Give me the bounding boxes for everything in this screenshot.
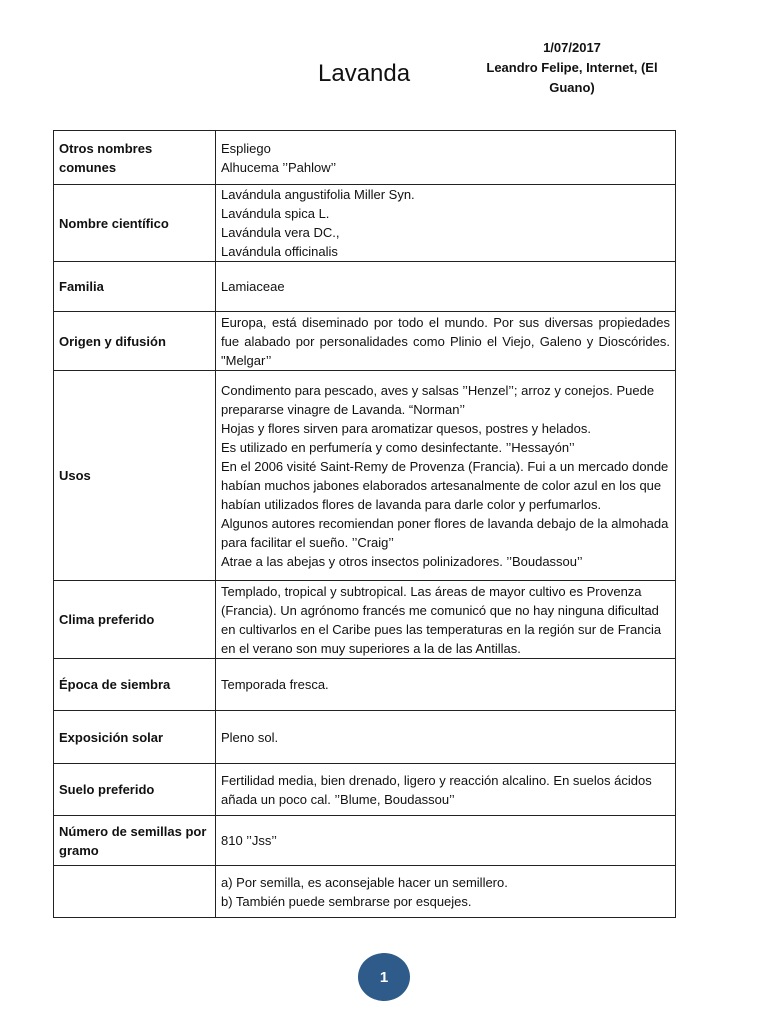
value-line: Europa, está diseminado por todo el mundo. Por sus diversas propiedades fue alabado por personalidades como Plinio el Viejo, Galeno y Dioscórides. "Melgar’’ bbox=[221, 314, 670, 368]
row-value bbox=[216, 816, 676, 866]
document-author: Leandro Felipe, Internet, (El Guano) bbox=[486, 60, 658, 95]
row-label: Nombre científico bbox=[54, 185, 216, 262]
row-label: Usos bbox=[54, 371, 216, 581]
row-label: Otros nombres comunes bbox=[54, 131, 216, 185]
row-value bbox=[216, 185, 676, 262]
plant-info-table bbox=[53, 130, 676, 918]
row-label: Clima preferido bbox=[54, 581, 216, 659]
row-value bbox=[216, 866, 676, 918]
value-line: Lavándula vera DC., bbox=[221, 225, 340, 240]
table-row bbox=[54, 866, 676, 918]
value-line: Lamiaceae bbox=[221, 279, 285, 294]
table-row bbox=[54, 185, 676, 262]
row-value bbox=[216, 371, 676, 581]
row-value bbox=[216, 711, 676, 764]
document-title: Lavanda bbox=[318, 60, 411, 87]
row-label bbox=[54, 866, 216, 918]
row-value bbox=[216, 659, 676, 711]
row-label: Época de siembra bbox=[54, 659, 216, 711]
value-line: Fertilidad media, bien drenado, ligero y reacción alcalino. En suelos ácidos añada un poco cal. ’’Blume, Boudassou’’ bbox=[221, 772, 652, 807]
row-value bbox=[216, 312, 676, 371]
value-line: Es utilizado en perfumería y como desinfectante. ’’Hessayón’’ bbox=[221, 439, 575, 455]
table-row bbox=[54, 711, 676, 764]
value-line: Lavándula officinalis bbox=[221, 244, 338, 259]
value-line: Condimento para pescado, aves y salsas ’’Henzel’’; arroz y conejos. Puede prepararse vinagre de Lavanda. “Norman’’ bbox=[221, 382, 655, 417]
value-line: Lavándula spica L. bbox=[221, 206, 330, 221]
row-label: Suelo preferido bbox=[54, 764, 216, 816]
value-line: 810 ’’Jss’’ bbox=[221, 833, 277, 848]
document-meta bbox=[462, 38, 682, 98]
row-label: Origen y difusión bbox=[54, 312, 216, 371]
table-row bbox=[54, 262, 676, 312]
row-value bbox=[216, 262, 676, 312]
page-number-badge: 1 bbox=[358, 953, 410, 1001]
table-row bbox=[54, 131, 676, 185]
table-row bbox=[54, 312, 676, 371]
table-row bbox=[54, 764, 676, 816]
row-value bbox=[216, 581, 676, 659]
value-line: Espliego bbox=[221, 140, 271, 156]
row-label: Familia bbox=[54, 262, 216, 312]
table-row bbox=[54, 371, 676, 581]
value-line: Temporada fresca. bbox=[221, 677, 329, 692]
value-line: a) Por semilla, es aconsejable hacer un semillero. bbox=[221, 874, 508, 890]
value-line: Hojas y flores sirven para aromatizar quesos, postres y helados. bbox=[221, 420, 591, 436]
document-date: 1/07/2017 bbox=[543, 40, 601, 55]
table-row bbox=[54, 816, 676, 866]
row-value bbox=[216, 131, 676, 185]
row-label: Exposición solar bbox=[54, 711, 216, 764]
value-line: Algunos autores recomiendan poner flores de lavanda debajo de la almohada para facilitar el sueño. ’’Craig’’ bbox=[221, 515, 669, 550]
value-line: Lavándula angustifolia Miller Syn. bbox=[221, 187, 415, 202]
value-line: b) También puede sembrarse por esquejes. bbox=[221, 893, 472, 909]
row-label: Número de semillas por gramo bbox=[54, 816, 216, 866]
table-row bbox=[54, 581, 676, 659]
value-line: Alhucema ’’Pahlow’’ bbox=[221, 159, 337, 175]
value-line: En el 2006 visité Saint-Remy de Provenza (Francia). Fui a un mercado donde habían muchos jabones elaborados artesanalmente de color azul en los que habían utilizados flores de lavanda para darle color y perfumarlos. bbox=[221, 458, 669, 512]
value-line: Atrae a las abejas y otros insectos polinizadores. ’’Boudassou’’ bbox=[221, 553, 583, 569]
row-value bbox=[216, 764, 676, 816]
value-line: Pleno sol. bbox=[221, 729, 279, 745]
table-row bbox=[54, 659, 676, 711]
value-line: Templado, tropical y subtropical. Las áreas de mayor cultivo es Provenza (Francia). Un agrónomo francés me comunicó que no hay ninguna dificultad en cultivarlos en el Caribe pues las temperaturas en la región sur de Francia en el verano son muy superiores a la de las Antillas. bbox=[221, 583, 662, 656]
